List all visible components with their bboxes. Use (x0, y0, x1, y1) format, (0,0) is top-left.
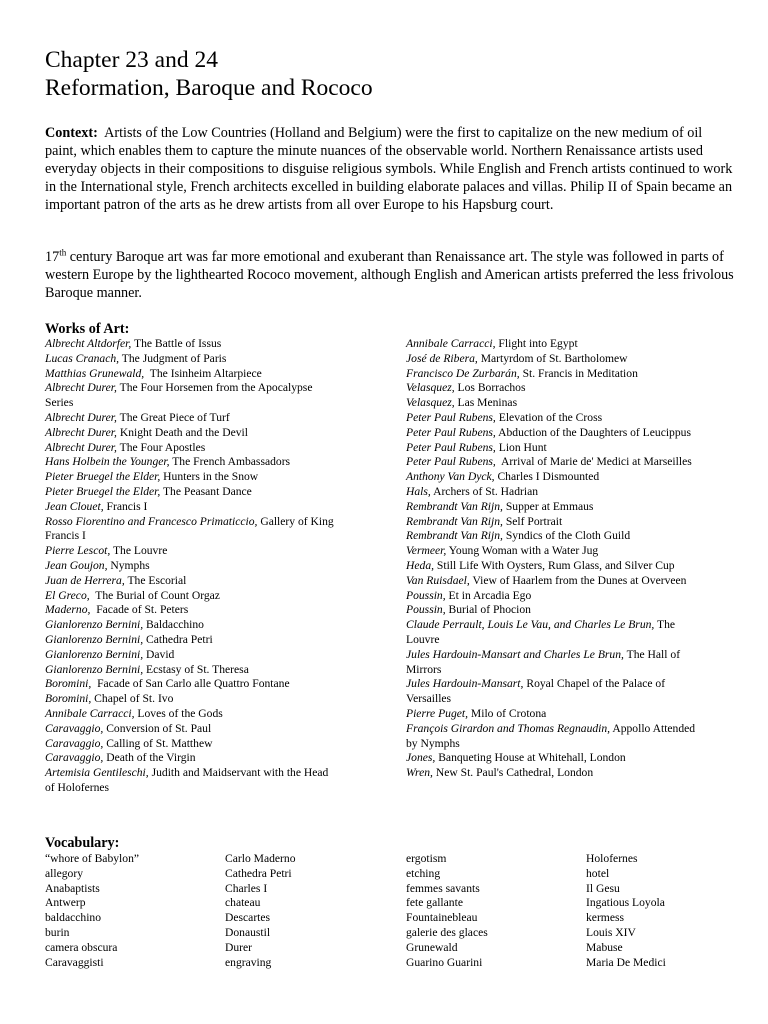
work-item (45, 603, 390, 618)
work-artist: Heda, (406, 558, 435, 572)
work-title: Knight Death and the Devil (116, 425, 248, 439)
baroque-text: century Baroque art was far more emotional and exuberant than Renaissance art. The style was followed in parts of western Europe by the lighthearted Rococo movement, although English and American artists preferred the less frivolous Baroque manner. (45, 249, 734, 301)
work-title: Milo of Crotona (468, 706, 547, 720)
work-item (45, 559, 390, 574)
works-list-left (45, 337, 390, 796)
vocabulary-term: Guarino Guarini (406, 955, 483, 969)
work-title: Et in Arcadia Ego (445, 588, 532, 602)
work-item (45, 352, 390, 367)
work-title: Hunters in the Snow (160, 470, 259, 484)
work-title: The Burial of Count Orgaz (89, 588, 220, 602)
work-artist: Peter Paul Rubens, (406, 440, 496, 454)
work-artist: Boromini, (45, 692, 92, 706)
vocabulary-term: femmes savants (406, 881, 480, 895)
work-artist: José de Ribera, (406, 351, 478, 365)
work-item (406, 470, 746, 485)
work-item (406, 677, 746, 692)
work-artist: Hals, (406, 484, 431, 498)
work-item (406, 367, 746, 382)
work-artist: Matthias Grunewald, (45, 366, 145, 380)
work-title: Elevation of the Cross (495, 410, 603, 424)
work-item (45, 544, 390, 559)
work-item (406, 441, 746, 456)
work-title: The Peasant Dance (160, 484, 252, 498)
work-title: Death of the Virgin (103, 751, 196, 765)
work-item (406, 751, 746, 766)
work-item (45, 707, 390, 722)
work-artist: Van Ruisdael, (406, 573, 470, 587)
work-artist: Pierre Puget, (406, 706, 469, 720)
work-title: Los Borrachos (454, 381, 526, 395)
work-artist: Velasquez, (406, 381, 455, 395)
work-artist: Gianlorenzo Bernini, (45, 647, 144, 661)
vocabulary-term: camera obscura (45, 940, 118, 954)
work-artist: El Greco, (45, 588, 90, 602)
work-title: Still Life With Oysters, Rum Glass, and Silver Cup (434, 558, 675, 572)
work-artist: Poussin, (406, 603, 446, 617)
work-item (406, 722, 746, 737)
work-title: The Four Horsemen from the Apocalypse (116, 381, 313, 395)
vocabulary-term: hotel (586, 866, 610, 880)
work-artist: Lucas Cranach, (45, 351, 120, 365)
vocabulary-term: Caravaggisti (45, 955, 104, 969)
work-artist: Pieter Bruegel the Elder, (45, 484, 161, 498)
work-artist: Rembrandt Van Rijn, (406, 529, 503, 543)
work-artist: Jules Hardouin-Mansart, (406, 677, 524, 691)
work-artist: Pieter Bruegel the Elder, (45, 470, 161, 484)
vocabulary-term: “whore of Babylon” (45, 852, 140, 865)
work-artist: Wren, (406, 766, 433, 780)
work-title: Judith and Maidservant with the Head (148, 766, 329, 780)
vocabulary-term: Ingatious Loyola (586, 896, 665, 910)
work-item (45, 441, 390, 456)
work-title: Facade of St. Peters (90, 603, 189, 617)
work-item (45, 781, 390, 796)
work-artist: Poussin, (406, 588, 446, 602)
work-item (406, 396, 746, 411)
work-item (45, 737, 390, 752)
work-item (45, 692, 390, 707)
work-artist: Albrecht Durer, (45, 381, 117, 395)
work-title: The (654, 618, 676, 632)
work-artist: Francisco De Zurbarán, (406, 366, 520, 380)
vocabulary-term: engraving (225, 955, 272, 969)
work-title: Versailles (406, 692, 452, 706)
work-title: Baldacchino (143, 618, 204, 632)
vocabulary-term: Antwerp (45, 896, 86, 910)
context-paragraph (45, 124, 735, 214)
vocabulary-term: chateau (225, 896, 261, 910)
work-item (45, 633, 390, 648)
work-artist: Albrecht Altdorfer, (45, 337, 132, 350)
work-item (45, 485, 390, 500)
vocabulary-term: Maria De Medici (586, 955, 666, 969)
work-item (45, 367, 390, 382)
work-title: Self Portrait (502, 514, 563, 528)
work-item (45, 396, 390, 411)
vocabulary-term: Il Gesu (586, 881, 620, 895)
vocabulary-column-3 (406, 852, 488, 970)
work-item (406, 455, 746, 470)
work-item (45, 411, 390, 426)
work-item (45, 470, 390, 485)
work-item (45, 426, 390, 441)
work-title: Facade of San Carlo alle Quattro Fontane (91, 677, 290, 691)
vocabulary-term: Descartes (225, 911, 271, 925)
title-line-1: Chapter 23 and 24 (45, 47, 218, 73)
work-item (406, 426, 746, 441)
work-title: Gallery of King (257, 514, 334, 528)
works-list-right (406, 337, 746, 781)
century-suffix: th (59, 247, 67, 258)
work-item (45, 663, 390, 678)
work-title: The Four Apostles (116, 440, 206, 454)
work-artist: Annibale Carracci, (45, 706, 135, 720)
work-title: Syndics of the Cloth Guild (502, 529, 631, 543)
vocabulary-term: ergotism (406, 852, 447, 865)
work-title: Burial of Phocion (445, 603, 531, 617)
work-item (406, 500, 746, 515)
context-label: Context: (45, 125, 98, 141)
vocabulary-column-2 (225, 852, 296, 970)
work-artist: Gianlorenzo Bernini, (45, 632, 144, 646)
work-title: The Isinheim Altarpiece (144, 366, 262, 380)
work-item (45, 618, 390, 633)
work-item (406, 618, 746, 633)
vocabulary-term: fete gallante (406, 896, 463, 910)
work-artist: Rosso Fiorentino and Francesco Primaticcio, (45, 514, 258, 528)
work-title: David (143, 647, 175, 661)
work-artist: Peter Paul Rubens, (406, 455, 496, 469)
work-item (406, 515, 746, 530)
work-item (45, 500, 390, 515)
work-title: Flight into Egypt (495, 337, 578, 350)
work-item (406, 737, 746, 752)
work-item (45, 589, 390, 604)
work-title: St. Francis in Meditation (519, 366, 638, 380)
vocabulary-term: Holofernes (586, 852, 638, 865)
vocabulary-term: Mabuse (586, 940, 623, 954)
vocabulary-column-1 (45, 852, 139, 970)
work-item (406, 692, 746, 707)
work-artist: Juan de Herrera, (45, 573, 125, 587)
work-title: The Judgment of Paris (119, 351, 227, 365)
work-title: New St. Paul's Cathedral, London (432, 766, 594, 780)
work-title: of Holofernes (45, 780, 110, 794)
work-title: Archers of St. Hadrian (430, 484, 539, 498)
work-title: Lion Hunt (495, 440, 547, 454)
work-artist: Pierre Lescot, (45, 544, 111, 558)
work-item (406, 381, 746, 396)
work-item (406, 411, 746, 426)
work-title: The Escorial (124, 573, 187, 587)
vocabulary-term: Grunewald (406, 940, 458, 954)
work-artist: Maderno, (45, 603, 91, 617)
work-item (406, 648, 746, 663)
work-title: Appollo Attended (610, 721, 696, 735)
work-title: Calling of St. Matthew (103, 736, 213, 750)
work-artist: Rembrandt Van Rijn, (406, 499, 503, 513)
vocabulary-heading: Vocabulary: (45, 835, 120, 851)
vocabulary-term: Fountainebleau (406, 911, 478, 925)
work-artist: Claude Perrault, Louis Le Vau, and Charles Le Brun, (406, 618, 655, 632)
work-item (406, 574, 746, 589)
work-artist: Rembrandt Van Rijn, (406, 514, 503, 528)
work-item (45, 337, 390, 352)
work-item (406, 766, 746, 781)
work-item (406, 633, 746, 648)
vocabulary-term: galerie des glaces (406, 925, 488, 939)
vocabulary-term: Cathedra Petri (225, 866, 292, 880)
work-title: The Battle of Issus (131, 337, 222, 350)
work-title: Mirrors (406, 662, 442, 676)
vocabulary-term: Anabaptists (45, 881, 100, 895)
title-line-2: Reformation, Baroque and Rococo (45, 75, 373, 101)
work-artist: Caravaggio, (45, 751, 104, 765)
work-artist: François Girardon and Thomas Regnaudin, (406, 721, 611, 735)
work-artist: Gianlorenzo Bernini, (45, 618, 144, 632)
vocabulary-term: Durer (225, 940, 253, 954)
work-title: Royal Chapel of the Palace of (523, 677, 666, 691)
work-artist: Peter Paul Rubens, (406, 410, 496, 424)
work-artist: Jean Clouet, (45, 499, 104, 513)
work-title: Arrival of Marie de' Medici at Marseilles (495, 455, 692, 469)
work-title: Abduction of the Daughters of Leucippus (495, 425, 691, 439)
work-title: The Hall of (623, 647, 681, 661)
work-item (45, 455, 390, 470)
work-item (45, 574, 390, 589)
work-artist: Anthony Van Dyck, (406, 470, 495, 484)
work-item (45, 381, 390, 396)
work-artist: Jean Goujon, (45, 558, 108, 572)
page-title (45, 46, 373, 102)
work-item (406, 589, 746, 604)
work-item (406, 544, 746, 559)
work-item (406, 337, 746, 352)
work-title: Louvre (406, 632, 440, 646)
vocabulary-term: Louis XIV (586, 925, 636, 939)
work-item (406, 707, 746, 722)
work-title: Young Woman with a Water Jug (446, 544, 599, 558)
vocabulary-term: Donaustil (225, 925, 271, 939)
work-artist: Annibale Carracci, (406, 337, 496, 350)
work-title: The Louvre (110, 544, 168, 558)
work-item (45, 677, 390, 692)
vocabulary-term: allegory (45, 866, 83, 880)
work-artist: Boromini, (45, 677, 92, 691)
work-title: Conversion of St. Paul (103, 721, 212, 735)
work-item (45, 766, 390, 781)
work-item (406, 663, 746, 678)
work-title: Loves of the Gods (134, 706, 223, 720)
work-artist: Caravaggio, (45, 736, 104, 750)
work-item (45, 529, 390, 544)
work-artist: Caravaggio, (45, 721, 104, 735)
work-artist: Albrecht Durer, (45, 410, 117, 424)
work-title: Francis I (45, 529, 86, 543)
baroque-paragraph (45, 248, 735, 302)
work-title: Banqueting House at Whitehall, London (435, 751, 626, 765)
century-number: 17 (45, 249, 60, 265)
work-title: Francis I (103, 499, 148, 513)
work-artist: Gianlorenzo Bernini, (45, 662, 144, 676)
work-title: View of Haarlem from the Dunes at Overveen (469, 573, 687, 587)
work-title: by Nymphs (406, 736, 460, 750)
vocabulary-term: etching (406, 866, 441, 880)
work-artist: Albrecht Durer, (45, 440, 117, 454)
work-title: Ecstasy of St. Theresa (143, 662, 249, 676)
vocabulary-term: Charles I (225, 881, 268, 895)
work-item (45, 751, 390, 766)
work-title: Nymphs (107, 558, 150, 572)
work-artist: Albrecht Durer, (45, 425, 117, 439)
work-title: Las Meninas (454, 396, 518, 410)
work-title: Charles I Dismounted (494, 470, 600, 484)
work-item (45, 648, 390, 663)
work-artist: Jules Hardouin-Mansart and Charles Le Brun, (406, 647, 624, 661)
work-artist: Velasquez, (406, 396, 455, 410)
work-title: The Great Piece of Turf (116, 410, 230, 424)
work-item (406, 485, 746, 500)
work-artist: Jones, (406, 751, 436, 765)
work-item (45, 722, 390, 737)
work-item (406, 529, 746, 544)
work-title: Series (45, 396, 74, 410)
work-title: Supper at Emmaus (502, 499, 594, 513)
vocabulary-term: Carlo Maderno (225, 852, 296, 865)
work-title: The French Ambassadors (169, 455, 291, 469)
vocabulary-column-4 (586, 852, 666, 970)
work-item (45, 515, 390, 530)
work-title: Cathedra Petri (143, 632, 213, 646)
vocabulary-term: burin (45, 925, 70, 939)
work-item (406, 352, 746, 367)
works-heading: Works of Art: (45, 321, 130, 337)
work-item (406, 559, 746, 574)
vocabulary-term: baldacchino (45, 911, 102, 925)
work-artist: Artemisia Gentileschi, (45, 766, 149, 780)
work-item (406, 603, 746, 618)
work-title: Chapel of St. Ivo (91, 692, 174, 706)
vocabulary-term: kermess (586, 911, 624, 925)
context-text: Artists of the Low Countries (Holland and Belgium) were the first to capitalize on the new medium of oil paint, which enables them to capture the minute nuances of the observable world. Northern Renaissance artists used everyday objects in their compositions to disguise religious symbols. While English and French artists continued to work in the International style, French architects excelled in building elaborate palaces and villas. Philip II of Spain became an important patron of the arts as he drew artists from all over Europe to his Hapsburg court. (45, 125, 733, 213)
work-artist: Hans Holbein the Younger, (45, 455, 170, 469)
work-artist: Peter Paul Rubens, (406, 425, 496, 439)
work-title: Martyrdom of St. Bartholomew (477, 351, 628, 365)
work-artist: Vermeer, (406, 544, 447, 558)
